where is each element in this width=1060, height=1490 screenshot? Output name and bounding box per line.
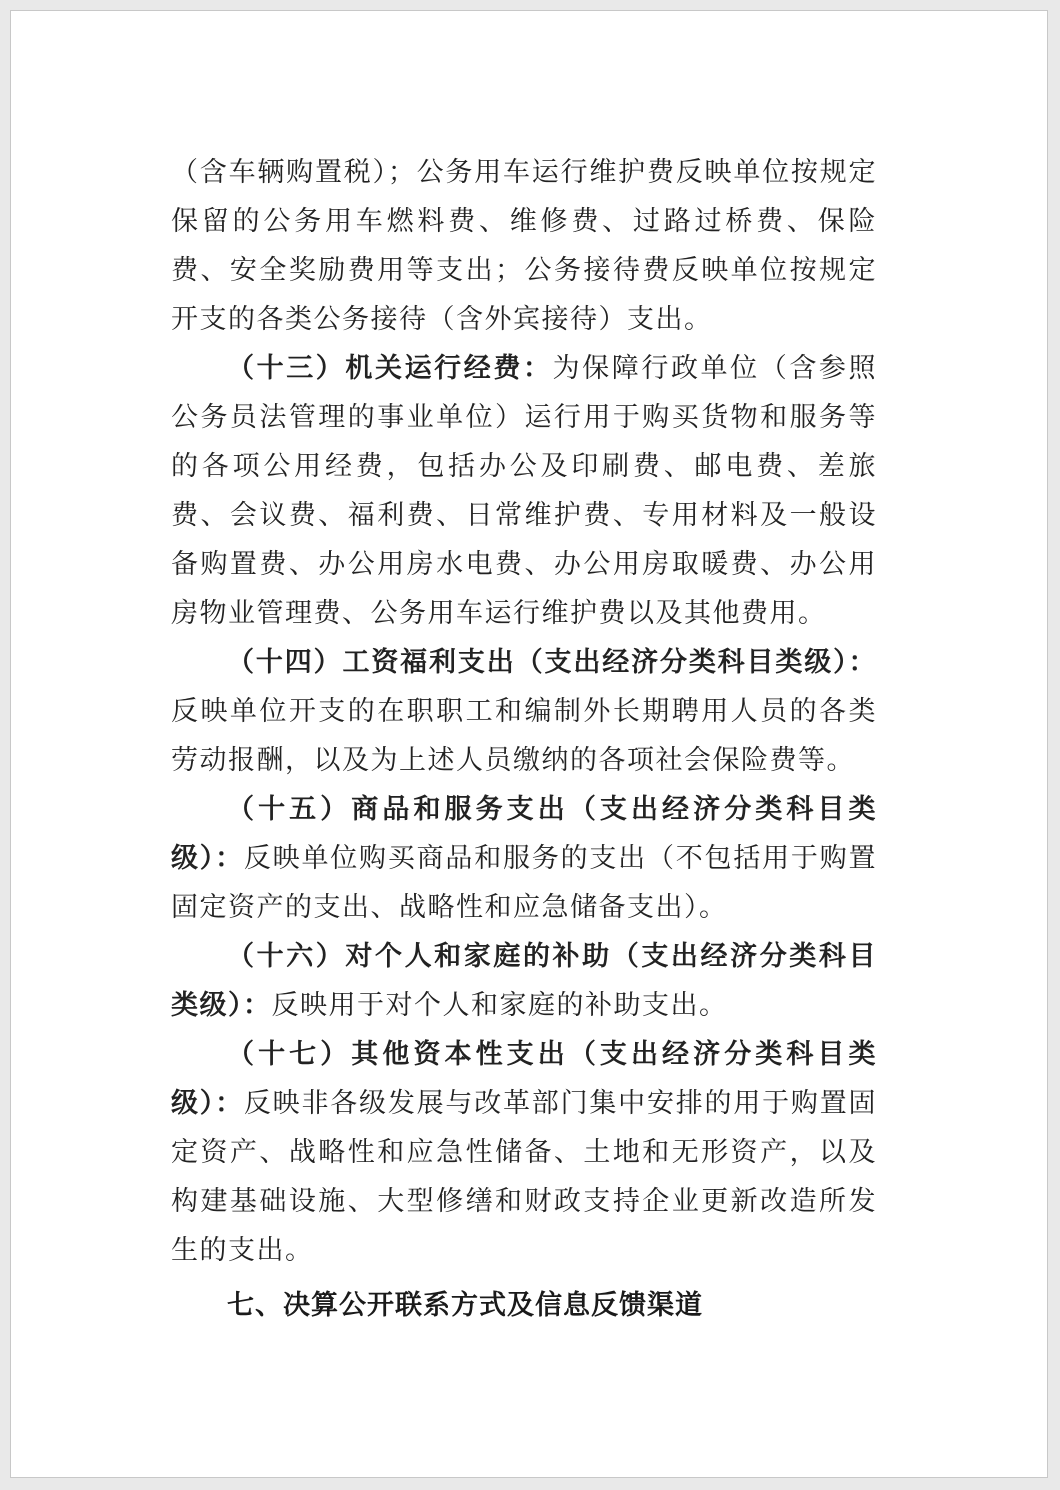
paragraph-item-15 — [171, 785, 877, 932]
paragraph-lead: （十六）对个人和家庭的补助（支出经济分类科目类级）： — [171, 941, 877, 1021]
paragraph-vehicle-expenses — [171, 148, 877, 344]
paragraph-text: 反映非各级发展与改革部门集中安排的用于购置固定资产、战略性和应急性储备、土地和无形资产，以及构建基础设施、大型修缮和财政支持企业更新改造所发生的支出。 — [171, 1088, 877, 1266]
paragraph-text: 反映用于对个人和家庭的补助支出。 — [271, 990, 728, 1021]
paragraph-item-16 — [171, 932, 877, 1030]
paragraph-item-13 — [171, 344, 877, 638]
paragraph-item-14 — [171, 638, 877, 785]
section-heading: 七、决算公开联系方式及信息反馈渠道 — [227, 1290, 703, 1321]
paragraph-text: （含车辆购置税）；公务用车运行维护费反映单位按规定保留的公务用车燃料费、维修费、过路过桥费、保险费、安全奖励费用等支出；公务接待费反映单位按规定开支的各类公务接待（含外宾接待）支出。 — [171, 157, 877, 335]
paragraph-lead: （十七）其他资本性支出（支出经济分类科目类级）： — [171, 1039, 877, 1119]
paragraph-text: 反映单位购买商品和服务的支出（不包括用于购置固定资产的支出、战略性和应急储备支出）。 — [171, 843, 877, 923]
paragraph-text: 反映单位开支的在职职工和编制外长期聘用人员的各类劳动报酬，以及为上述人员缴纳的各项社会保险费等。 — [171, 696, 877, 776]
paragraph-lead: （十五）商品和服务支出（支出经济分类科目类级）： — [171, 794, 877, 874]
document-page — [10, 10, 1048, 1478]
paragraph-lead: （十四）工资福利支出（支出经济分类科目类级）： — [227, 647, 877, 678]
paragraph-lead: （十三）机关运行经费： — [227, 353, 553, 384]
paragraph-text: 为保障行政单位（含参照公务员法管理的事业单位）运行用于购买货物和服务等的各项公用经费，包括办公及印刷费、邮电费、差旅费、会议费、福利费、日常维护费、专用材料及一般设备购置费、办公用房水电费、办公用房取暖费、办公用房物业管理费、公务用车运行维护费以及其他费用。 — [171, 353, 878, 629]
paragraph-item-17 — [171, 1030, 877, 1275]
page-content — [171, 148, 877, 1330]
